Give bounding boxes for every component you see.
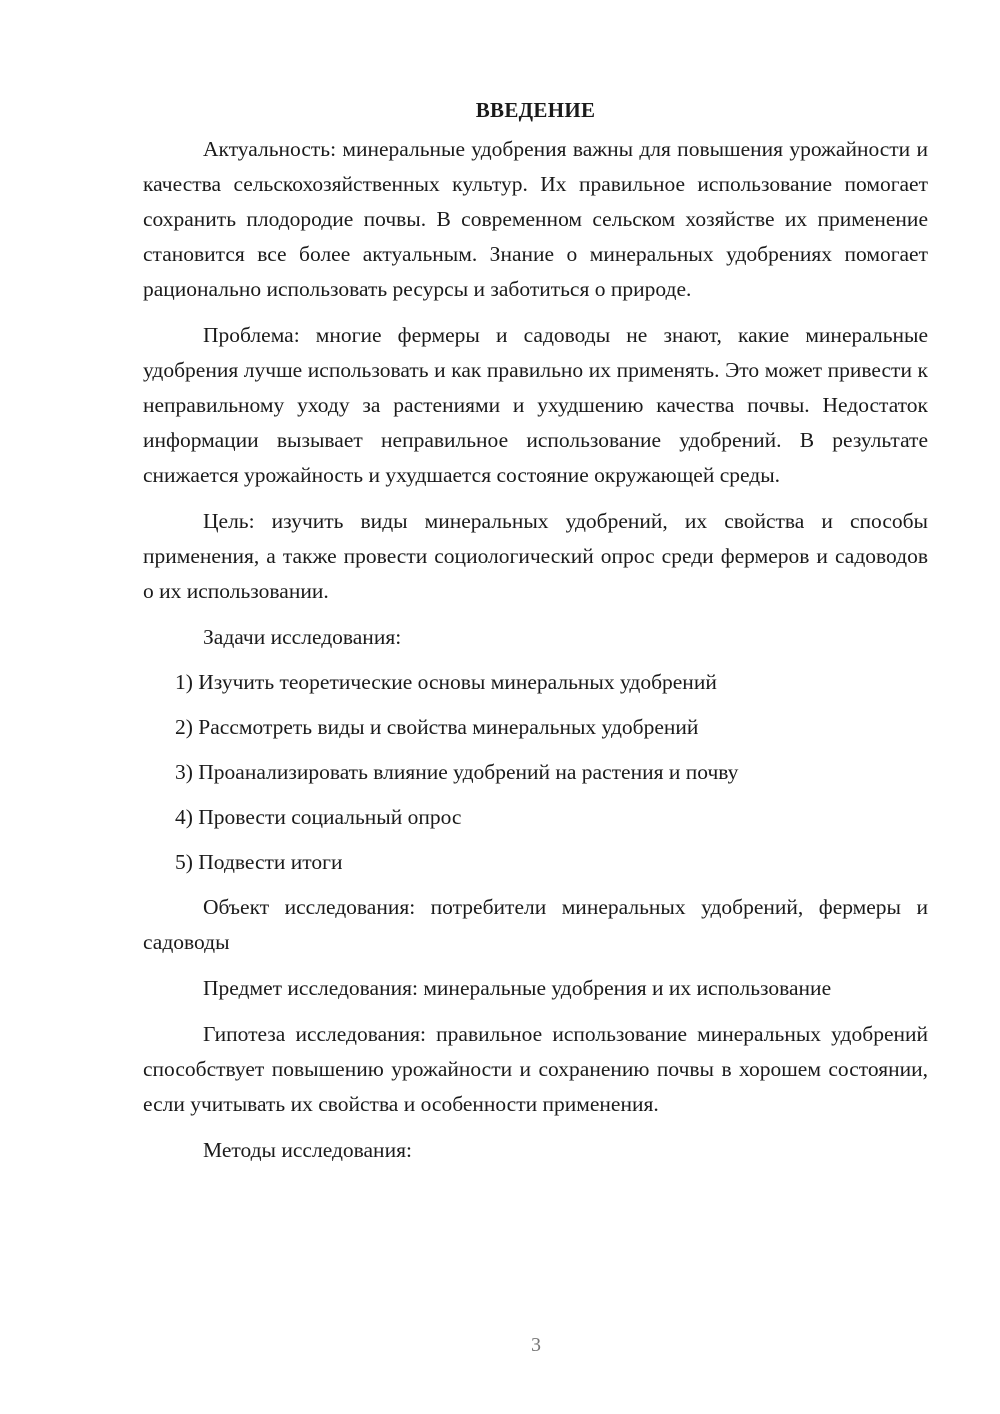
object-paragraph: Объект исследования: потребители минеральных удобрений, фермеры и садоводы — [143, 895, 928, 954]
task-item: 3) Проанализировать влияние удобрений на растения и почву — [175, 760, 739, 784]
subject-paragraph: Предмет исследования: минеральные удобрения и их использование — [203, 976, 832, 1000]
tasks-title: Задачи исследования: — [203, 625, 402, 649]
page-number: 3 — [531, 1334, 541, 1356]
task-item: 1) Изучить теоретические основы минеральных удобрений — [175, 670, 717, 694]
task-item: 5) Подвести итоги — [175, 850, 343, 874]
goal-paragraph: Цель: изучить виды минеральных удобрений, их свойства и способы применения, а также провести социологический опрос среди фермеров и садоводов о их использовании. — [143, 509, 928, 603]
section-heading: ВВЕДЕНИЕ — [475, 98, 596, 122]
task-item: 4) Провести социальный опрос — [175, 805, 462, 829]
relevance-paragraph: Актуальность: минеральные удобрения важны для повышения урожайности и качества сельскохозяйственных культур. Их правильное использование помогает сохранить плодородие почвы. В современном сельском хозяйстве их применение становится все более актуальным. Знание о минеральных удобрениях помогает рационально использовать ресурсы и заботиться о природе. — [143, 137, 928, 301]
problem-paragraph: Проблема: многие фермеры и садоводы не знают, какие минеральные удобрения лучше использовать и как правильно их применять. Это может привести к неправильному уходу за растениями и ухудшению качества почвы. Недостаток информации вызывает неправильное использование удобрений. В результате снижается урожайность и ухудшается состояние окружающей среды. — [143, 323, 928, 487]
hypothesis-paragraph: Гипотеза исследования: правильное использование минеральных удобрений способствует повышению урожайности и сохранению почвы в хорошем состоянии, если учитывать их свойства и особенности применения. — [143, 1022, 928, 1116]
tasks-list — [143, 665, 928, 880]
methods-title: Методы исследования: — [203, 1138, 412, 1162]
task-item: 2) Рассмотреть виды и свойства минеральных удобрений — [175, 715, 699, 739]
document-page — [143, 92, 928, 1178]
